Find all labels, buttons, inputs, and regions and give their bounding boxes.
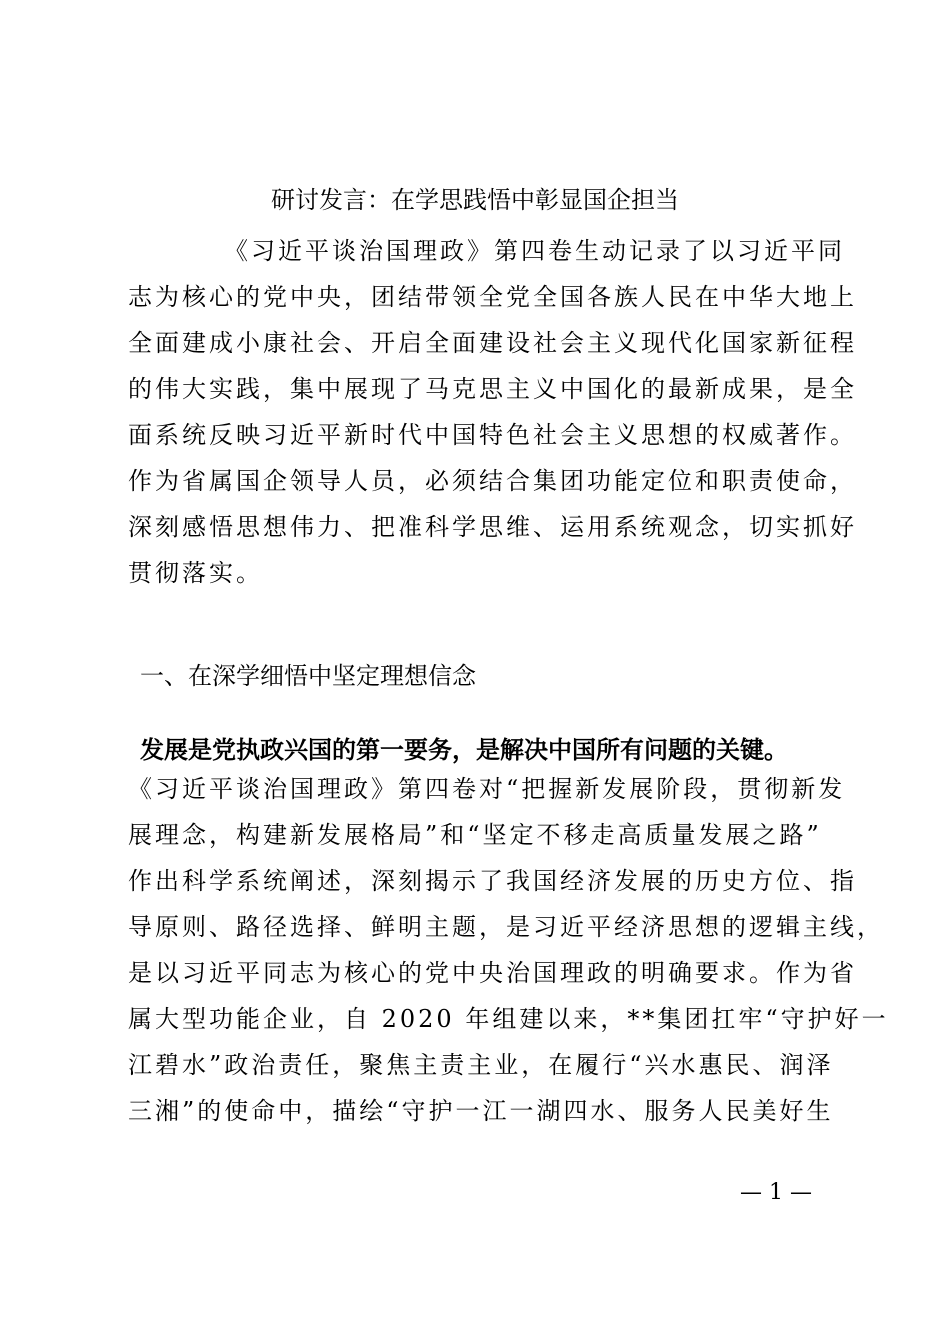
paragraph-line: 贯彻落实。 — [128, 559, 263, 587]
paragraph-line: 属大型功能企业，自 2020 年组建以来，**集团扛牢“守护好一 — [128, 1005, 889, 1033]
intro-paragraph — [128, 228, 857, 596]
paragraph-line: 导原则、路径选择、鲜明主题，是习近平经济思想的逻辑主线， — [128, 913, 884, 941]
section-paragraph — [128, 766, 889, 1134]
paragraph-line: 三湘”的使命中，描绘“守护一江一湖四水、服务人民美好生 — [128, 1097, 834, 1125]
paragraph-line: 深刻感悟思想伟力、把准科学思维、运用系统观念，切实抓好 — [128, 513, 857, 541]
section-lead-sentence: 发展是党执政兴国的第一要务，是解决中国所有问题的关键。 — [140, 736, 788, 764]
paragraph-line: 《习近平谈治国理政》第四卷对“把握新发展阶段，贯彻新发 — [128, 775, 846, 803]
paragraph-line: 展理念，构建新发展格局”和“坚定不移走高质量发展之路” — [128, 821, 822, 849]
paragraph-line: 志为核心的党中央，团结带领全党全国各族人民在中华大地上 — [128, 283, 857, 311]
paragraph-line: 的伟大实践，集中展现了马克思主义中国化的最新成果，是全 — [128, 375, 857, 403]
paragraph-line: 面系统反映习近平新时代中国特色社会主义思想的权威著作。 — [128, 421, 857, 449]
paragraph-line: 作出科学系统阐述，深刻揭示了我国经济发展的历史方位、指 — [128, 867, 857, 895]
paragraph-line: 全面建成小康社会、开启全面建设社会主义现代化国家新征程 — [128, 329, 857, 357]
section-heading: 一、在深学细悟中坚定理想信念 — [140, 662, 476, 690]
paragraph-line: 是以习近平同志为核心的党中央治国理政的明确要求。作为省 — [128, 959, 857, 987]
paragraph-line: 江碧水”政治责任，聚焦主责主业，在履行“兴水惠民、润泽 — [128, 1051, 834, 1079]
paragraph-line: 《习近平谈治国理政》第四卷生动记录了以习近平同 — [224, 237, 845, 265]
paragraph-line: 作为省属国企领导人员，必须结合集团功能定位和职责使命， — [128, 467, 857, 495]
document-title: 研讨发言：在学思践悟中彰显国企担当 — [271, 186, 679, 214]
page-number: — 1 — — [740, 1180, 812, 1205]
